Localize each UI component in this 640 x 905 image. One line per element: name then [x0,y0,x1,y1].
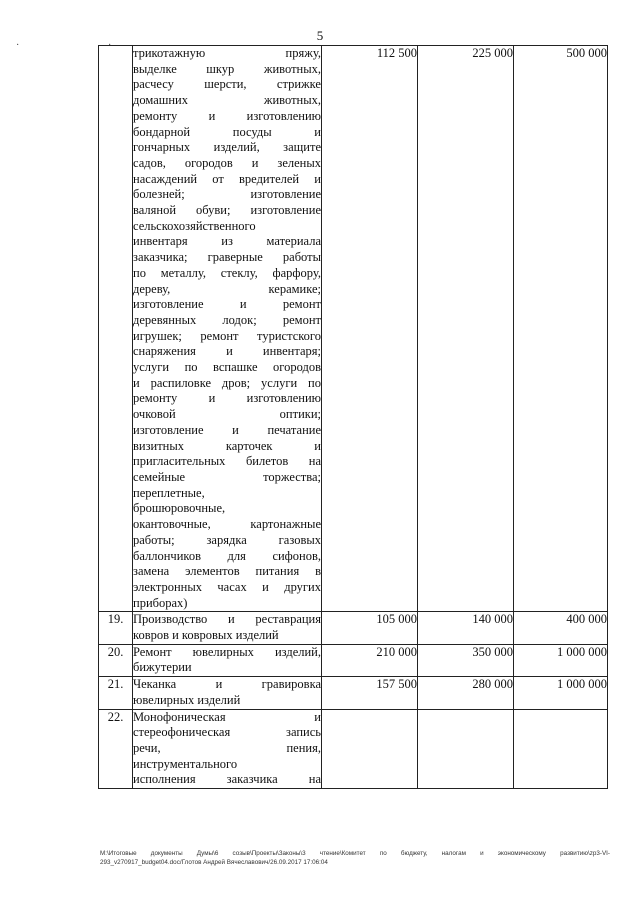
row-number: 21. [99,677,133,709]
description-line: заказчика; граверные работы [133,250,321,265]
description-line: домашних животных, [133,93,321,108]
description-line: очковой оптики; [133,407,321,422]
row-number [99,46,133,612]
amount-v1: 157 500 [322,677,418,709]
description-line: болезней; изготовление [133,187,321,202]
service-description [133,46,322,612]
description-line: бижутерии [133,660,192,675]
scan-mark: · [16,40,20,51]
description-line: по металлу, стеклу, фарфору, [133,265,321,280]
description-line: садов, огородов и зеленых [133,155,321,170]
table-row [99,677,608,709]
description-line: пригласительных билетов на [133,454,321,469]
amount-v2 [418,709,514,789]
description-line: переплетные, [133,485,205,500]
amount-v3 [514,709,608,789]
footer-line: M:\Итоговые документы Думы\6 созыв\Проекты\Законы\3 чтение\Комитет по бюджету, налогам и экономическому развитию\zp3-VI- [100,850,610,857]
amount-v2: 140 000 [418,612,514,644]
description-line: ремонту и изготовлению [133,391,321,406]
description-line: трикотажную пряжу, [133,46,321,60]
service-description [133,612,322,644]
description-line: инструментального [133,756,238,771]
description-line: речи, пения, [133,740,321,755]
description-line: Ремонт ювелирных изделий, [133,644,321,659]
amount-v2: 350 000 [418,644,514,676]
description-line: и распиловке дров; услуги по [133,375,321,390]
description-line: сельскохозяйственного [133,218,256,233]
amount-v3: 500 000 [514,46,608,612]
service-description [133,709,322,789]
description-line: ювелирных изделий [133,692,241,707]
description-line: игрушек; ремонт туристского [133,328,321,343]
description-line: окантовочные, картонажные [133,517,321,532]
amount-v1: 210 000 [322,644,418,676]
footer-line: 293_v270917_budget04.doc/Глотов Андрей Вячеславович/26.09.2017 17:06:04 [100,859,328,866]
description-line: исполнения заказчика на [133,772,321,787]
description-line: приборах) [133,595,188,610]
scan-mark: · [108,40,112,51]
amount-v1: 112 500 [322,46,418,612]
amount-v1 [322,709,418,789]
row-number: 20. [99,644,133,676]
amount-v2: 280 000 [418,677,514,709]
amount-v3: 400 000 [514,612,608,644]
description-line: расчесу шерсти, стрижке [133,77,321,92]
description-line: бондарной посуды и [133,124,321,139]
table-row [99,644,608,676]
description-line: ковров и ковровых изделий [133,628,279,643]
description-line: валяной обуви; изготовление [133,203,321,218]
description-line: снаряжения и инвентаря; [133,344,321,359]
table-row [99,709,608,789]
description-line: дереву, керамике; [133,281,321,296]
amount-v2: 225 000 [418,46,514,612]
description-line: выделке шкур животных, [133,61,321,76]
description-line: Монофоническая и [133,709,321,724]
description-line: стереофоническая запись [133,725,321,740]
service-description [133,644,322,676]
description-line: ремонту и изготовлению [133,108,321,123]
description-line: изготовление и ремонт [133,297,321,312]
services-table [98,45,608,789]
description-line: работы; зарядка газовых [133,532,321,547]
description-line: брошюровочные, [133,501,226,516]
page-number: 5 [316,28,324,43]
description-line: инвентаря из материала [133,234,321,249]
description-line: семейные торжества; [133,469,321,484]
file-path-footer [100,849,610,867]
description-line: изготовление и печатание [133,422,321,437]
row-number: 19. [99,612,133,644]
description-line: услуги по вспашке огородов [133,360,321,375]
table-row [99,46,608,612]
amount-v1: 105 000 [322,612,418,644]
description-line: деревянных лодок; ремонт [133,312,321,327]
description-line: замена элементов питания в [133,564,321,579]
amount-v3: 1 000 000 [514,644,608,676]
description-line: визитных карточек и [133,438,321,453]
description-line: баллончиков для сифонов, [133,548,321,563]
table-row [99,612,608,644]
service-description [133,677,322,709]
row-number: 22. [99,709,133,789]
description-line: Производство и реставрация [133,612,321,627]
description-line: электронных часах и других [133,579,321,594]
amount-v3: 1 000 000 [514,677,608,709]
description-line: гончарных изделий, защите [133,140,321,155]
description-line: насаждений от вредителей и [133,171,321,186]
description-line: Чеканка и гравировка [133,677,321,692]
